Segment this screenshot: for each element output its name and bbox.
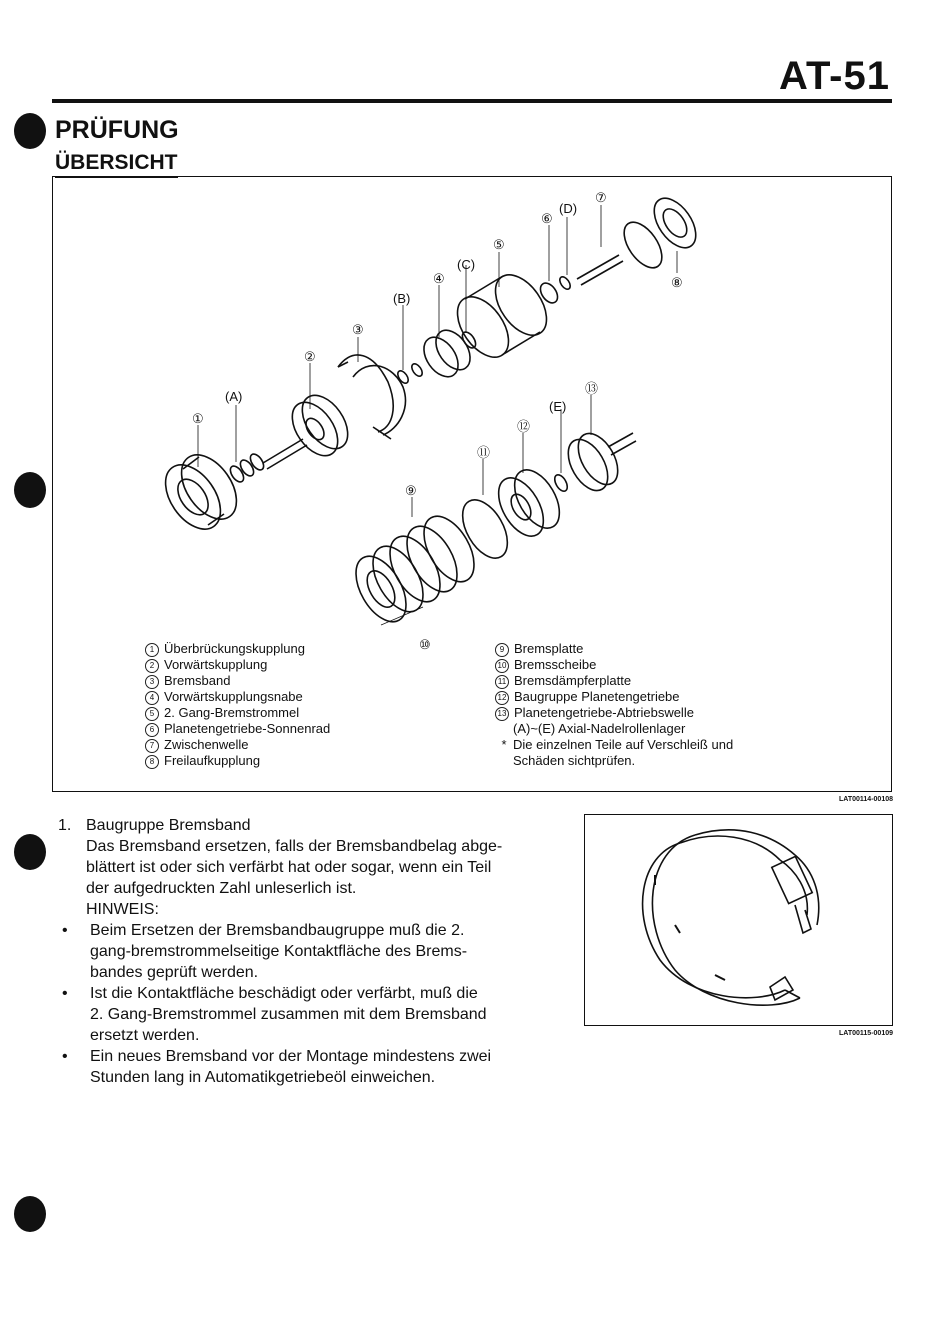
label-7: ⑦ (595, 190, 607, 205)
brake-band-illustration (585, 815, 891, 1024)
label-11: ⑪ (477, 445, 491, 460)
label-E: (E) (549, 399, 567, 414)
legend-item: 9 Bremsplatte (495, 641, 733, 657)
header-rule (52, 99, 892, 103)
part-3-brake-band (338, 355, 405, 439)
legend-item: 2 Vorwärtskupplung (145, 657, 330, 673)
overview-figure (52, 176, 892, 792)
legend-item: (A)~(E) Axial-Nadelrollenlager (513, 721, 686, 736)
brake-band-figure (584, 814, 893, 1026)
note-bullet: • Ein neues Bremsband vor der Montage mindestens zwei Stunden lang in Automatikgetriebeöl einweichen. (62, 1048, 492, 1086)
binder-hole-mark (14, 472, 46, 508)
legend-item: 1 Überbrückungskupplung (145, 641, 330, 657)
bearing-A (228, 452, 267, 484)
legend-item: 4 Vorwärtskupplungsnabe (145, 689, 330, 705)
label-A: (A) (225, 389, 243, 404)
note-label: HINWEIS: (86, 901, 159, 918)
legend-item: 11 Bremsdämpferplatte (495, 673, 733, 689)
label-12: ⑫ (517, 419, 531, 434)
note-bullet: • Beim Ersetzen der Bremsbandbaugruppe muß die 2. gang-bremstrommelseitige Kontaktfläche des Brems- bandes geprüft werden. (62, 922, 468, 981)
legend-right (495, 641, 733, 769)
legend-item: 3 Bremsband (145, 673, 330, 689)
legend-note: Schäden sichtprüfen. (513, 753, 636, 768)
binder-hole-mark (14, 1196, 46, 1232)
legend-item: 10 Bremsscheibe (495, 657, 733, 673)
label-B: (B) (393, 291, 411, 306)
label-5: ⑤ (493, 237, 505, 252)
label-C: (C) (457, 257, 476, 272)
legend-item: 13 Planetengetriebe-Abtriebswelle (495, 705, 733, 721)
part-13-output-shaft (560, 427, 636, 497)
label-10: ⑩ (419, 637, 431, 652)
part-8-one-way-clutch (646, 191, 704, 255)
part-7-intermediate-shaft (577, 255, 623, 285)
figure-code: LAT00115-00109 (839, 1030, 893, 1037)
binder-hole-mark (14, 113, 46, 149)
note-bullet: • Ist die Kontaktfläche beschädigt oder verfärbt, muß die 2. Gang-Bremstrommel zusammen mit dem Bremsband ersetzt werden. (62, 985, 487, 1044)
legend-item: 8 Freilaufkupplung (145, 753, 330, 769)
label-2: ② (304, 349, 316, 364)
part-5-drum (447, 266, 557, 367)
page-number: AT-51 (779, 54, 890, 98)
label-8: ⑧ (671, 275, 683, 290)
binder-hole-mark (14, 834, 46, 870)
label-13: ⑬ (585, 381, 599, 396)
section-title: PRÜFUNG (55, 116, 179, 144)
section-subtitle: ÜBERSICHT (55, 151, 178, 178)
label-1: ① (192, 411, 204, 426)
part-1-torque-converter-clutch (154, 445, 247, 539)
label-9: ⑨ (405, 483, 417, 498)
legend-left (145, 641, 330, 769)
legend-item: 5 2. Gang-Bremstrommel (145, 705, 330, 721)
step-title: Baugruppe Bremsband (86, 817, 251, 834)
legend-item: 12 Baugruppe Planetengetriebe (495, 689, 733, 705)
label-D: (D) (559, 201, 578, 216)
legend-note: * Die einzelnen Teile auf Verschleiß und (501, 737, 734, 752)
figure-code: LAT00114-00108 (839, 796, 893, 803)
legend-item: 6 Planetengetriebe-Sonnenrad (145, 721, 330, 737)
legend-item: 7 Zwischenwelle (145, 737, 330, 753)
label-3: ③ (352, 322, 364, 337)
label-6: ⑥ (541, 211, 553, 226)
step-number: 1. (58, 817, 72, 834)
label-4: ④ (433, 271, 445, 286)
step-1 (58, 815, 548, 1088)
step-description: Das Bremsband ersetzen, falls der Bremsbandbelag abge- blättert ist oder sich verfärbt hat oder sogar, wenn ein Teil der aufgedruckten Zahl unleserlich ist. (86, 838, 503, 897)
